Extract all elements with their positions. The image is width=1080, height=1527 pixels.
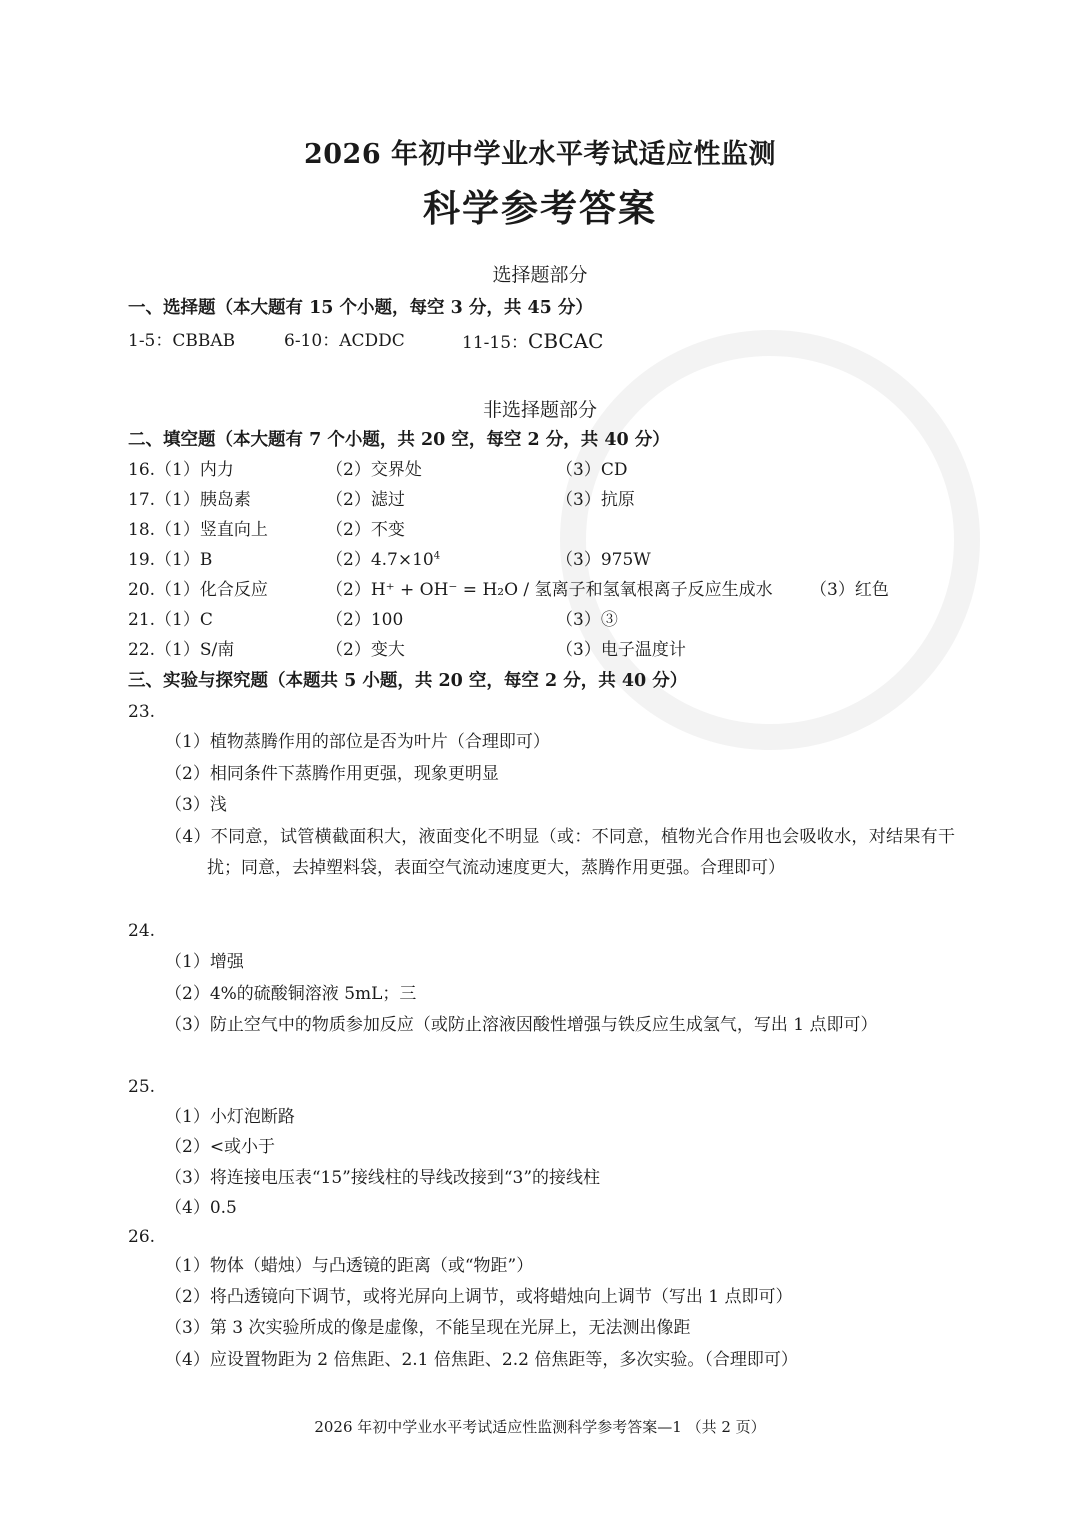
fill-answer-row [0,547,1080,573]
part-title-choice: 选择题部分 [492,264,588,286]
answer-item: （3）浅 [165,795,227,815]
fill-answer-row [0,607,1080,633]
choice-answer-group: 11-15：CBCAC [462,329,604,353]
fill-answer-row [0,517,1080,543]
answer-cell: （2）交界处 [326,460,422,480]
answer-item: （2）将凸透镜向下调节，或将光屏向上调节，或将蜡烛向上调节（写出 1 点即可） [165,1287,793,1307]
answer-cell: 18.（1）竖直向上 [128,520,268,540]
answer-cell: （2）滤过 [326,490,405,510]
answer-item: （1）植物蒸腾作用的部位是否为叶片（合理即可） [165,732,550,752]
answer-cell: 17.（1）胰岛素 [128,490,251,510]
choice-answer-group: 1-5：CBBAB [128,331,236,351]
answer-item: （1）小灯泡断路 [165,1107,295,1127]
answer-cell: 16.（1）内力 [128,460,234,480]
section-heading-experiment: 三、实验与探究题（本题共 5 小题，共 20 空，每空 2 分，共 40 分） [128,671,688,691]
answer-item: （1）增强 [165,952,244,972]
answer-item: （1）物体（蜡烛）与凸透镜的距离（或“物距”） [165,1256,534,1276]
answer-cell: $(2)4.7\times 10^4$ [326,550,441,570]
question-number: 25. [128,1077,156,1097]
answer-cell: （3）电子温度计 [556,640,686,660]
fill-answer-row [0,637,1080,663]
answer-item: （3）第 3 次实验所成的像是虚像，不能呈现在光屏上，无法测出像距 [165,1318,691,1338]
answer-cell: 20.（1）化合反应 [128,580,268,600]
section-heading-fill: 二、填空题（本大题有 7 个小题，共 20 空，每空 2 分，共 40 分） [128,430,670,450]
answer-item: （2）4%的硫酸铜溶液 5mL；三 [165,984,417,1004]
answer-item: （2）<或小于 [165,1137,276,1157]
answer-item: （4）不同意，试管横截面积大，液面变化不明显（或：不同意，植物光合作用也会吸收水，对结果有干扰；同意，去掉塑料袋，表面空气流动速度更大，蒸腾作用更强。合理即可） [165,827,955,878]
answer-item: （3）防止空气中的物质参加反应（或防止溶液因酸性增强与铁反应生成氢气，写出 1 点即可） [165,1015,878,1035]
answer-item: （3）将连接电压表“15”接线柱的导线改接到“3”的接线柱 [165,1168,601,1188]
answer-cell: （2）H⁺ + OH⁻ = H₂O / 氢离子和氢氧根离子反应生成水 [326,580,773,600]
answer-cell: 19.（1）B [128,550,213,570]
question-number: 26. [128,1227,156,1247]
answer-cell: 21.（1）C [128,610,213,630]
answer-cell: （3）③ [556,610,618,630]
answer-cell: （3）975W [556,550,651,570]
answer-item: （4）应设置物距为 2 倍焦距、2.1 倍焦距、2.2 倍焦距等，多次实验。（合理即可） [165,1350,798,1370]
page-footer: 2026 年初中学业水平考试适应性监测科学参考答案—1 （共 2 页） [314,1418,766,1436]
fill-answer-row [0,577,1080,603]
part-title-nonchoice: 非选择题部分 [482,399,597,421]
fill-answer-row [0,457,1080,483]
answer-cell: （3）红色 [810,580,889,600]
answer-item: （2）相同条件下蒸腾作用更强，现象更明显 [165,764,499,784]
fill-answer-row [0,487,1080,513]
question-number: 24. [128,921,156,941]
answer-item: （4）0.5 [165,1198,237,1218]
answer-cell: （3）CD [556,460,628,480]
answer-cell: （2）100 [326,610,404,630]
document-subtitle: 科学参考答案 [423,186,657,230]
answer-cell: （2）变大 [326,640,405,660]
choice-answers-row [0,328,1080,354]
choice-answer-group: 6-10：ACDDC [284,331,405,351]
answer-cell: （3）抗原 [556,490,635,510]
question-number: 23. [128,702,156,722]
answer-cell: 22.（1）S/南 [128,640,235,660]
document-title: 2026 年初中学业水平考试适应性监测 [303,139,777,170]
section-heading-choice: 一、选择题（本大题有 15 个小题，每空 3 分，共 45 分） [128,298,593,318]
answer-cell: （2）不变 [326,520,405,540]
